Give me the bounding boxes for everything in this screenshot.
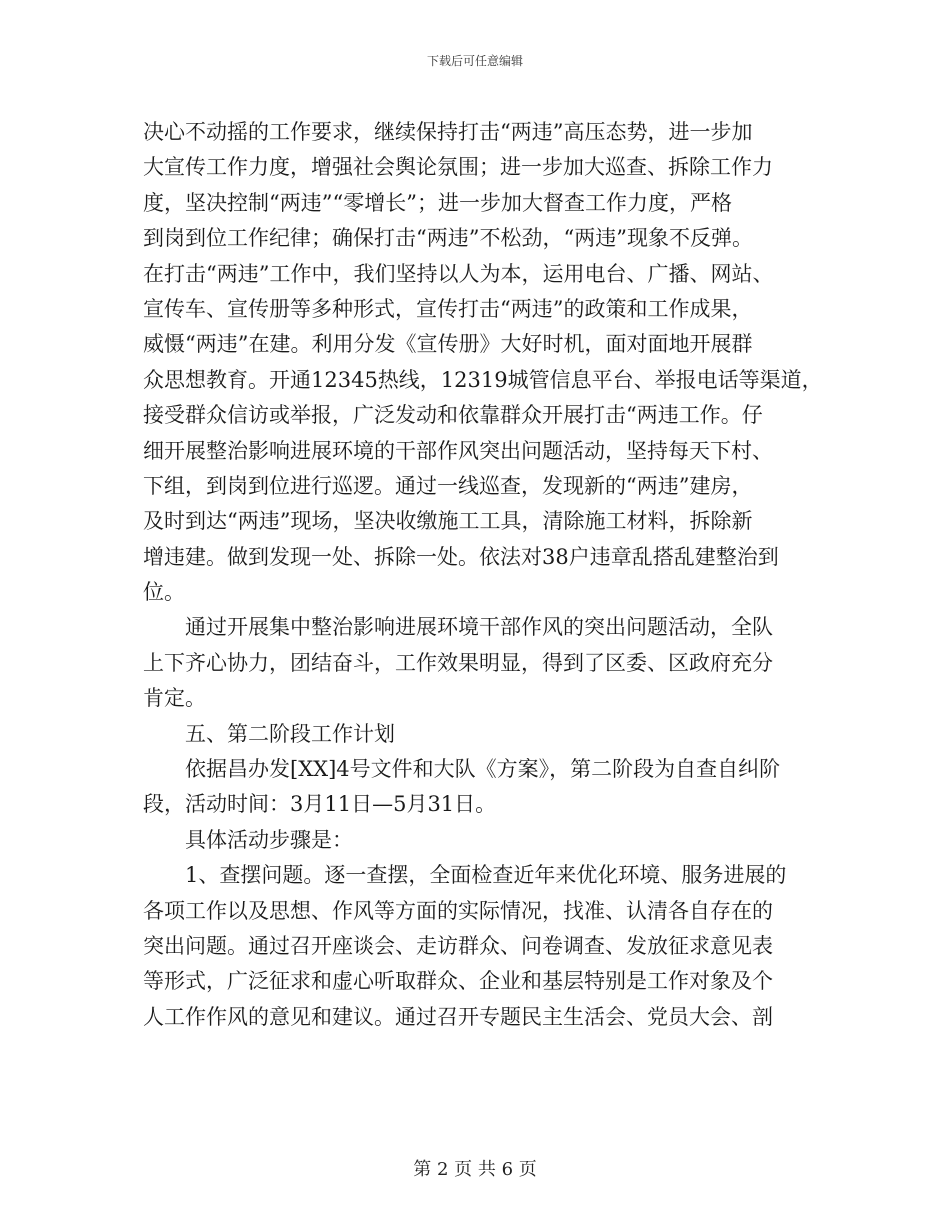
header-note: 下载后可任意编辑 <box>426 54 523 68</box>
paragraph-start-line: 通过开展集中整治影响进展环境干部作风的突出问题活动，全队 <box>185 615 773 640</box>
text-line: 突出问题。通过召开座谈会、走访群众、问卷调查、发放征求意见表 <box>143 933 773 958</box>
document-body <box>143 115 823 1035</box>
text-line: 细开展整治影响进展环境的干部作风突出问题活动，坚持每天下村、 <box>143 438 773 463</box>
text-line: 度，坚决控制“两违”“零增长”；进一步加大督查工作力度，严格 <box>143 190 732 215</box>
text-line: 各项工作以及思想、作风等方面的实际情况，找准、认清各自存在的 <box>143 898 773 923</box>
paragraph-start-line: 1、查摆问题。逐一查摆，全面检查近年来优化环境、服务进展的 <box>185 863 787 888</box>
text-line: 在打击“两违”工作中，我们坚持以人为本，运用电台、广播、网站、 <box>143 261 774 286</box>
text-line: 人工作作风的意见和建议。通过召开专题民主生活会、党员大会、剖 <box>143 1004 773 1029</box>
text-line: 及时到达“两违”现场，坚决收缴施工工具，清除施工材料，拆除新 <box>143 509 753 534</box>
text-line: 增违建。做到发现一处、拆除一处。依法对38户违章乱搭乱建整治到 <box>143 544 779 569</box>
text-line: 下组，到岗到位进行巡逻。通过一线巡查，发现新的“两违”建房， <box>143 473 753 498</box>
text-line: 威慑“两违”在建。利用分发《宣传册》大好时机，面对面地开展群 <box>143 332 753 357</box>
paragraph-start-line: 具体活动步骤是： <box>185 827 353 852</box>
section-heading: 五、第二阶段工作计划 <box>185 721 395 746</box>
text-line: 决心不动摇的工作要求，继续保持打击“两违”高压态势，进一步加 <box>143 120 753 144</box>
text-line: 到岗到位工作纪律；确保打击“两违”不松劲，“两违”现象不反弹。 <box>143 226 753 251</box>
text-line: 接受群众信访或举报，广泛发动和依靠群众开展打击“两违工作。仔 <box>143 403 763 428</box>
paragraph-start-line: 依据昌办发[XX]4号文件和大队《方案》，第二阶段为自查自纠阶 <box>185 757 781 782</box>
text-line: 段，活动时间：3月11日—5月31日。 <box>143 792 497 817</box>
text-line: 位。 <box>143 580 185 605</box>
page-number: 第 2 页 共 6 页 <box>413 1159 537 1180</box>
text-line: 宣传车、宣传册等多种形式，宣传打击“两违”的政策和工作成果， <box>143 296 753 321</box>
text-line: 众思想教育。开通12345热线，12319城管信息平台、举报电话等渠道， <box>143 367 823 392</box>
text-line: 等形式，广泛征求和虚心听取群众、企业和基层特别是工作对象及个 <box>143 969 773 994</box>
text-line: 大宣传工作力度，增强社会舆论氛围；进一步加大巡查、拆除工作力 <box>143 155 773 180</box>
text-line: 肯定。 <box>143 686 206 711</box>
text-line: 上下齐心协力，团结奋斗，工作效果明显，得到了区委、区政府充分 <box>143 650 773 675</box>
